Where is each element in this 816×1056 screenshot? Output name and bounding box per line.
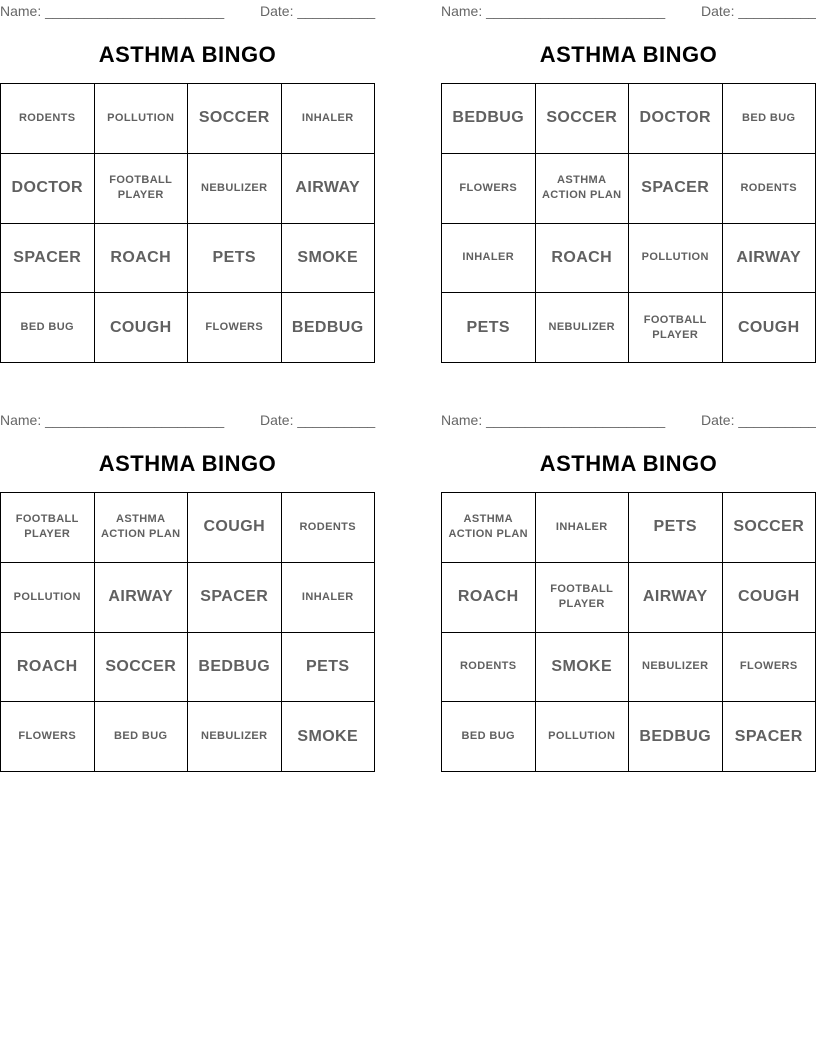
bingo-cell: BED BUG [1, 293, 95, 363]
grid-row [442, 293, 816, 363]
bingo-cell: ASTHMA ACTION PLAN [535, 153, 629, 223]
bingo-cell: INHALER [535, 493, 629, 563]
grid-row [1, 632, 375, 702]
grid-row [442, 562, 816, 632]
bingo-cell: COUGH [94, 293, 188, 363]
bingo-cell: SMOKE [535, 632, 629, 702]
bingo-cell: POLLUTION [629, 223, 723, 293]
bingo-cell: SPACER [1, 223, 95, 293]
grid-row [442, 84, 816, 154]
card-title: ASTHMA BINGO [98, 42, 277, 67]
grid-row [442, 153, 816, 223]
bingo-cell: NEBULIZER [535, 293, 629, 363]
bingo-cell: ASTHMA ACTION PLAN [442, 493, 536, 563]
bingo-cell: ROACH [535, 223, 629, 293]
bingo-cell: NEBULIZER [188, 153, 282, 223]
name-date-line [441, 411, 816, 429]
bingo-cell: PETS [281, 632, 375, 702]
bingo-cell: BED BUG [442, 702, 536, 772]
bingo-cell: SPACER [629, 153, 723, 223]
bingo-cell: INHALER [281, 562, 375, 632]
name-field-label: Name: _______________________ [0, 412, 225, 428]
bingo-cell: FOOTBALL PLAYER [94, 153, 188, 223]
bingo-cell: AIRWAY [94, 562, 188, 632]
grid-row [1, 84, 375, 154]
bingo-cell: NEBULIZER [629, 632, 723, 702]
bingo-cell: BEDBUG [281, 293, 375, 363]
bingo-cell: SMOKE [281, 702, 375, 772]
bingo-card-2 [441, 0, 816, 365]
bingo-cell: COUGH [188, 493, 282, 563]
date-field-label: Date: __________ [260, 3, 376, 19]
bingo-cell: SPACER [722, 702, 816, 772]
grid-row [1, 223, 375, 293]
date-field-label: Date: __________ [260, 412, 376, 428]
bingo-grid [441, 492, 816, 772]
bingo-cell: ASTHMA ACTION PLAN [94, 493, 188, 563]
bingo-cell: AIRWAY [629, 562, 723, 632]
bingo-cell: NEBULIZER [188, 702, 282, 772]
bingo-cell: BEDBUG [629, 702, 723, 772]
bingo-cell: FOOTBALL PLAYER [1, 493, 95, 563]
bingo-cell: FOOTBALL PLAYER [535, 562, 629, 632]
bingo-cell: INHALER [442, 223, 536, 293]
grid-row [1, 702, 375, 772]
grid-row [1, 153, 375, 223]
bingo-cell: COUGH [722, 293, 816, 363]
bingo-cell: FLOWERS [188, 293, 282, 363]
grid-row [1, 562, 375, 632]
bingo-grid [441, 83, 816, 363]
bingo-cell: FLOWERS [442, 153, 536, 223]
grid-row [442, 632, 816, 702]
bingo-cell: ROACH [442, 562, 536, 632]
bingo-cell: RODENTS [442, 632, 536, 702]
bingo-cell: PETS [188, 223, 282, 293]
bingo-cell: DOCTOR [629, 84, 723, 154]
card-title: ASTHMA BINGO [539, 451, 718, 476]
grid-row [442, 702, 816, 772]
bingo-cell: SOCCER [535, 84, 629, 154]
bingo-cell: SPACER [188, 562, 282, 632]
name-date-line [441, 2, 816, 20]
bingo-cell: ROACH [94, 223, 188, 293]
bingo-cell: POLLUTION [94, 84, 188, 154]
bingo-cell: RODENTS [281, 493, 375, 563]
bingo-cell: SMOKE [281, 223, 375, 293]
bingo-card-1 [0, 0, 375, 365]
bingo-cell: AIRWAY [281, 153, 375, 223]
date-field-label: Date: __________ [701, 412, 816, 428]
bingo-cell: DOCTOR [1, 153, 95, 223]
bingo-card-4 [441, 409, 816, 774]
bingo-cell: FLOWERS [1, 702, 95, 772]
bingo-cell: SOCCER [94, 632, 188, 702]
bingo-cell: ROACH [1, 632, 95, 702]
bingo-cell: AIRWAY [722, 223, 816, 293]
grid-row [1, 293, 375, 363]
bingo-grid [0, 492, 375, 772]
bingo-cell: PETS [629, 493, 723, 563]
bingo-cell: RODENTS [722, 153, 816, 223]
grid-row [1, 493, 375, 563]
bingo-cell: FOOTBALL PLAYER [629, 293, 723, 363]
bingo-card-3 [0, 409, 375, 774]
grid-row [442, 223, 816, 293]
date-field-label: Date: __________ [701, 3, 816, 19]
bingo-cell: SOCCER [188, 84, 282, 154]
name-date-line [0, 411, 375, 429]
card-title: ASTHMA BINGO [98, 451, 277, 476]
bingo-cell: POLLUTION [1, 562, 95, 632]
bingo-cell: BEDBUG [188, 632, 282, 702]
name-field-label: Name: _______________________ [441, 412, 666, 428]
bingo-grid [0, 83, 375, 363]
bingo-cell: INHALER [281, 84, 375, 154]
grid-row [442, 493, 816, 563]
bingo-cell: PETS [442, 293, 536, 363]
card-title: ASTHMA BINGO [539, 42, 718, 67]
bingo-cell: SOCCER [722, 493, 816, 563]
bingo-cell: RODENTS [1, 84, 95, 154]
name-date-line [0, 2, 375, 20]
bingo-cell: POLLUTION [535, 702, 629, 772]
bingo-cell: FLOWERS [722, 632, 816, 702]
bingo-cell: BED BUG [94, 702, 188, 772]
name-field-label: Name: _______________________ [0, 3, 225, 19]
bingo-cell: COUGH [722, 562, 816, 632]
bingo-cell: BED BUG [722, 84, 816, 154]
bingo-cell: BEDBUG [442, 84, 536, 154]
name-field-label: Name: _______________________ [441, 3, 666, 19]
